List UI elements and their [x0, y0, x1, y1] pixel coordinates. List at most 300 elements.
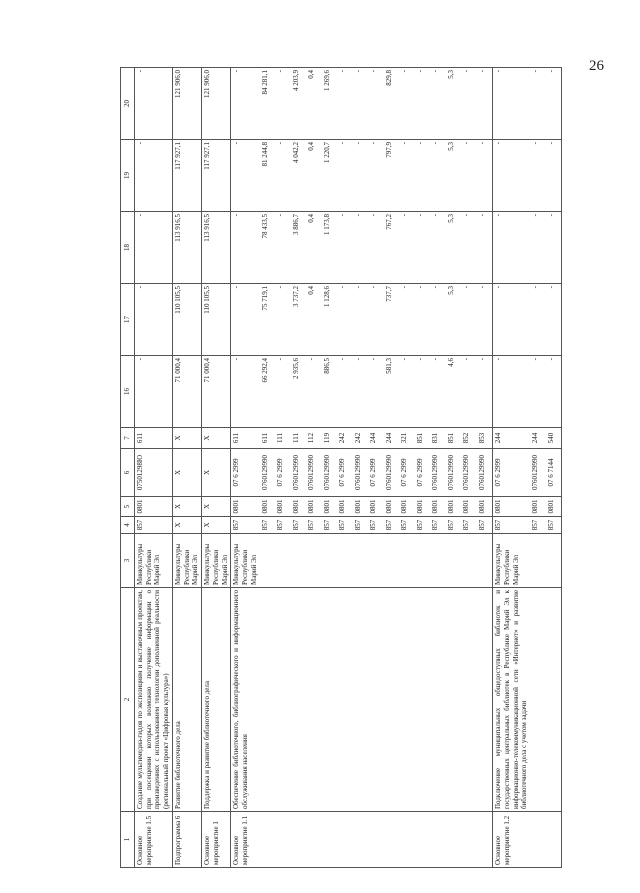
table-cell: 857 [461, 517, 477, 534]
table-row [415, 68, 431, 868]
table-cell: 71 000,4 [202, 356, 231, 428]
table-row [291, 68, 307, 868]
table-cell: 117 927,1 [202, 140, 231, 212]
table-cell [415, 812, 431, 868]
column-header: 20 [121, 68, 135, 140]
table-cell [337, 812, 353, 868]
table-cell: 4 203,9 [291, 68, 307, 140]
table-cell: - [461, 356, 477, 428]
table-cell: - [477, 68, 493, 140]
table-cell: - [493, 140, 531, 212]
table-cell: - [493, 212, 531, 284]
table-cell: 0801 [493, 497, 531, 517]
table-cell [275, 812, 291, 868]
table-cell: 111 [275, 428, 291, 449]
table-cell: 0801 [231, 497, 260, 517]
table-cell [260, 812, 276, 868]
table-cell: Развитие библиотечного дела [172, 588, 201, 812]
table-cell [399, 812, 415, 868]
table-cell: 0,4 [306, 140, 322, 212]
table-cell: 851 [415, 428, 431, 449]
table-cell: 07501298Ю [134, 449, 172, 497]
table-cell: - [461, 212, 477, 284]
table-cell [546, 812, 562, 868]
table-cell: 244 [493, 428, 531, 449]
table-cell: - [530, 68, 546, 140]
table-cell: 244 [368, 428, 384, 449]
table-cell: 0801 [446, 497, 462, 517]
table-cell: 07 6 2999 [493, 449, 531, 497]
table-cell [306, 588, 322, 812]
table-cell [461, 534, 477, 588]
table-cell: 857 [337, 517, 353, 534]
table-cell: 4 042,2 [291, 140, 307, 212]
table-cell: 0801 [306, 497, 322, 517]
table-cell: 0801 [399, 497, 415, 517]
budget-table [120, 67, 562, 868]
table-cell: 07 6 2999 [231, 449, 260, 497]
table-cell: 0760129990 [260, 449, 276, 497]
table-cell: - [275, 356, 291, 428]
table-cell: 0,4 [306, 68, 322, 140]
column-header: 7 [121, 428, 135, 449]
table-cell [384, 534, 400, 588]
column-header: 5 [121, 497, 135, 517]
table-cell: - [134, 140, 172, 212]
table-cell [461, 812, 477, 868]
table-cell [461, 588, 477, 812]
table-cell: 857 [231, 517, 260, 534]
table-cell: 110 105,5 [172, 284, 201, 356]
table-cell: 857 [493, 517, 531, 534]
table-cell: 0760129990 [477, 449, 493, 497]
table-cell [291, 812, 307, 868]
table-cell: 0760129990 [291, 449, 307, 497]
table-cell: Минкультуры Республики Марий Эл [231, 534, 260, 588]
table-cell: - [461, 284, 477, 356]
table-cell: - [546, 284, 562, 356]
table-cell: 857 [322, 517, 338, 534]
table-cell: - [399, 356, 415, 428]
table-cell [337, 588, 353, 812]
table-row [306, 68, 322, 868]
table-body [134, 68, 561, 868]
column-header: 1 [121, 812, 135, 868]
table-cell: 5,3 [446, 140, 462, 212]
table-cell [291, 534, 307, 588]
table-cell: 540 [546, 428, 562, 449]
table-cell: - [477, 284, 493, 356]
table-cell: - [493, 68, 531, 140]
table-cell: 831 [430, 428, 446, 449]
table-cell [337, 534, 353, 588]
table-cell: 857 [530, 517, 546, 534]
table-cell [260, 588, 276, 812]
table-cell [415, 534, 431, 588]
table-cell [430, 588, 446, 812]
table-cell: 4,6 [446, 356, 462, 428]
table-cell: Минкультуры Республики Марий Эл [202, 534, 231, 588]
table-cell: Основное мероприятие 1.2 [493, 812, 531, 868]
table-cell: Основное мероприятие 1.5 [134, 812, 172, 868]
table-row [477, 68, 493, 868]
table-cell: - [530, 140, 546, 212]
table-cell [384, 588, 400, 812]
table-cell: 75 719,1 [260, 284, 276, 356]
table-cell: 0760129990 [384, 449, 400, 497]
table-cell: 611 [260, 428, 276, 449]
table-cell [322, 588, 338, 812]
table-header-row [121, 68, 135, 868]
table-row [530, 68, 546, 868]
table-cell: - [353, 68, 369, 140]
table-cell: 0,4 [306, 284, 322, 356]
table-cell: - [461, 68, 477, 140]
table-cell: - [134, 212, 172, 284]
table-row [231, 68, 260, 868]
column-header: 19 [121, 140, 135, 212]
table-cell: - [430, 356, 446, 428]
table-cell: 0760129990 [322, 449, 338, 497]
table-cell: Х [202, 449, 231, 497]
table-row [337, 68, 353, 868]
table-cell: - [415, 68, 431, 140]
column-header: 4 [121, 517, 135, 534]
table-cell: 581,3 [384, 356, 400, 428]
table-cell: 0801 [260, 497, 276, 517]
table-cell: 242 [353, 428, 369, 449]
table-cell: - [275, 140, 291, 212]
table-cell [430, 812, 446, 868]
table-cell: Х [172, 428, 201, 449]
table-cell: 5,3 [446, 284, 462, 356]
page-number: 26 [589, 58, 604, 74]
table-cell: 78 433,5 [260, 212, 276, 284]
table-cell: 0,4 [306, 212, 322, 284]
table-cell: Основное мероприятие 1.1 [231, 812, 260, 868]
table-cell: Х [172, 517, 201, 534]
table-cell: 857 [275, 517, 291, 534]
table-cell: 07 6 2999 [399, 449, 415, 497]
table-cell: - [134, 68, 172, 140]
table-cell: 857 [446, 517, 462, 534]
table-cell: - [337, 212, 353, 284]
table-cell: - [477, 212, 493, 284]
table-cell: - [353, 284, 369, 356]
table-cell: 5,3 [446, 68, 462, 140]
table-row [202, 68, 231, 868]
table-cell: 851 [446, 428, 462, 449]
table-cell: 1 173,8 [322, 212, 338, 284]
table-cell: 244 [530, 428, 546, 449]
table-cell: - [399, 284, 415, 356]
table-cell: - [231, 140, 260, 212]
table-cell: 857 [260, 517, 276, 534]
table-cell [477, 588, 493, 812]
table-cell: 5,3 [446, 212, 462, 284]
table-cell [353, 812, 369, 868]
table-cell: 07 6 2999 [415, 449, 431, 497]
table-cell: - [368, 68, 384, 140]
table-cell: - [134, 356, 172, 428]
table-row [134, 68, 172, 868]
table-row [493, 68, 531, 868]
table-cell: - [275, 284, 291, 356]
table-cell: 0801 [461, 497, 477, 517]
table-cell: - [275, 212, 291, 284]
table-cell: - [546, 140, 562, 212]
table-cell: 84 281,1 [260, 68, 276, 140]
table-cell: Поддержка и развитие библиотечного дела [202, 588, 231, 812]
table-cell: - [337, 68, 353, 140]
table-cell: 797,9 [384, 140, 400, 212]
table-cell: - [415, 140, 431, 212]
table-cell: - [353, 140, 369, 212]
table-cell [446, 588, 462, 812]
table-cell: - [530, 284, 546, 356]
table-cell [353, 588, 369, 812]
table-cell: 117 927,1 [172, 140, 201, 212]
table-cell [399, 588, 415, 812]
table-cell [260, 534, 276, 588]
table-cell: Х [202, 428, 231, 449]
table-cell: - [134, 284, 172, 356]
table-cell: Создание мультимедиа-гидов по экспозициям и выставочным проектам, при посещении которых возможно получение информации о произведениях с использованием технологии дополненной реальности (региональный проект «Цифровая культура») [134, 588, 172, 812]
table-cell: Подпрограмма 6 [172, 812, 201, 868]
table-cell: - [493, 356, 531, 428]
table-cell: 857 [546, 517, 562, 534]
table-cell: Подключение муниципальных общедоступных библиотек и государственных центральных библиотек в Республике Марий Эл к информационно-телекоммуникационной сети «Интернет» и развитие библиотечного дела с учетом задачи [493, 588, 531, 812]
table-cell [275, 534, 291, 588]
table-cell: - [430, 140, 446, 212]
table-cell [368, 534, 384, 588]
table-cell: 1 220,7 [322, 140, 338, 212]
table-cell: Минкультуры Республики Марий Эл [493, 534, 531, 588]
table-cell [322, 812, 338, 868]
table-row [461, 68, 477, 868]
table-cell: - [430, 212, 446, 284]
table-cell [384, 812, 400, 868]
table-row [546, 68, 562, 868]
table-cell: 0801 [337, 497, 353, 517]
table-cell: 113 916,5 [202, 212, 231, 284]
table-cell: 81 244,8 [260, 140, 276, 212]
column-header: 18 [121, 212, 135, 284]
table-cell: 1 128,6 [322, 284, 338, 356]
table-cell [530, 812, 546, 868]
table-cell [322, 534, 338, 588]
table-cell: - [546, 68, 562, 140]
table-cell: 0801 [353, 497, 369, 517]
table-cell: 321 [399, 428, 415, 449]
table-cell: 1 269,6 [322, 68, 338, 140]
table-cell: 0801 [275, 497, 291, 517]
table-cell: 0801 [134, 497, 172, 517]
table-cell: 611 [231, 428, 260, 449]
table-cell: 857 [306, 517, 322, 534]
table-cell: 2 935,6 [291, 356, 307, 428]
table-cell: - [546, 356, 562, 428]
table-cell: 07 6 7144 [546, 449, 562, 497]
table-cell: - [337, 140, 353, 212]
table-cell: 853 [477, 428, 493, 449]
table-cell: 0801 [530, 497, 546, 517]
table-cell: Х [202, 497, 231, 517]
table-cell: 857 [430, 517, 446, 534]
table-cell: Минкультуры Республики Марий Эл [134, 534, 172, 588]
table-cell: 857 [477, 517, 493, 534]
table-cell: 767,2 [384, 212, 400, 284]
table-cell: 07 6 2999 [368, 449, 384, 497]
column-header: 3 [121, 534, 135, 588]
table-cell: - [275, 68, 291, 140]
table-cell: - [430, 284, 446, 356]
table-cell: - [368, 356, 384, 428]
table-cell: 71 000,4 [172, 356, 201, 428]
table-cell: - [368, 284, 384, 356]
table-cell: 857 [291, 517, 307, 534]
table-cell: 0801 [291, 497, 307, 517]
table-cell: - [368, 212, 384, 284]
table-cell [430, 534, 446, 588]
table-cell: 0801 [477, 497, 493, 517]
table-cell: 0801 [384, 497, 400, 517]
table-cell: - [399, 140, 415, 212]
table-cell: 244 [384, 428, 400, 449]
column-header: 17 [121, 284, 135, 356]
table-cell: 857 [134, 517, 172, 534]
table-cell [353, 534, 369, 588]
table-cell: 857 [368, 517, 384, 534]
table-cell: - [415, 284, 431, 356]
table-row [275, 68, 291, 868]
table-cell: - [231, 356, 260, 428]
table-cell: 121 906,0 [172, 68, 201, 140]
table-row [172, 68, 201, 868]
table-cell: - [415, 212, 431, 284]
table-cell: - [530, 356, 546, 428]
table-cell: - [337, 284, 353, 356]
table-cell [275, 588, 291, 812]
table-cell: - [546, 212, 562, 284]
table-cell: - [231, 68, 260, 140]
table-cell: 0801 [415, 497, 431, 517]
table-cell [306, 812, 322, 868]
table-cell: Минкультуры Республики Марий Эл [172, 534, 201, 588]
table-cell: 0760129990 [461, 449, 477, 497]
table-cell: - [530, 212, 546, 284]
table-cell: - [477, 356, 493, 428]
table-cell: Х [172, 449, 201, 497]
table-row [399, 68, 415, 868]
table-cell: 3 737,2 [291, 284, 307, 356]
table-cell [291, 588, 307, 812]
column-header: 6 [121, 449, 135, 497]
table-cell: 242 [337, 428, 353, 449]
table-row [260, 68, 276, 868]
table-cell: 0801 [368, 497, 384, 517]
table-cell: Обеспечение библиотечного, библиографического и информационного обслуживания населения [231, 588, 260, 812]
table-cell: 0801 [322, 497, 338, 517]
table-cell: - [353, 356, 369, 428]
table-cell: Х [172, 497, 201, 517]
table-cell [368, 812, 384, 868]
table-cell: - [353, 212, 369, 284]
table-cell: 857 [415, 517, 431, 534]
table-cell: 0760129990 [530, 449, 546, 497]
table-cell: - [306, 356, 322, 428]
table-cell: 119 [322, 428, 338, 449]
table-cell [546, 534, 562, 588]
column-header: 2 [121, 588, 135, 812]
table-cell [306, 534, 322, 588]
table-cell [446, 812, 462, 868]
table-cell: - [231, 284, 260, 356]
table-cell: 857 [384, 517, 400, 534]
table-row [368, 68, 384, 868]
table-cell: 829,8 [384, 68, 400, 140]
table-cell: 0760129990 [446, 449, 462, 497]
table-cell: 0760129990 [306, 449, 322, 497]
table-cell: 852 [461, 428, 477, 449]
table-row [322, 68, 338, 868]
table-cell: Основное мероприятие 1 [202, 812, 231, 868]
table-cell: - [415, 356, 431, 428]
table-cell: 112 [306, 428, 322, 449]
table-cell: - [477, 140, 493, 212]
table-cell: 121 906,0 [202, 68, 231, 140]
table-cell [530, 588, 546, 812]
table-cell [415, 588, 431, 812]
table-row [430, 68, 446, 868]
table-cell: - [461, 140, 477, 212]
rotated-table-page [120, 68, 630, 868]
table-cell: - [493, 284, 531, 356]
table-cell: - [430, 68, 446, 140]
table-row [353, 68, 369, 868]
table-cell: 113 916,5 [172, 212, 201, 284]
table-cell [546, 588, 562, 812]
table-cell: 66 292,4 [260, 356, 276, 428]
table-cell: - [337, 356, 353, 428]
table-row [384, 68, 400, 868]
table-row [446, 68, 462, 868]
table-cell: 0801 [430, 497, 446, 517]
table-cell: 886,5 [322, 356, 338, 428]
table-cell: 110 105,5 [202, 284, 231, 356]
table-cell: 0760129990 [430, 449, 446, 497]
table-cell: - [368, 140, 384, 212]
table-cell: 611 [134, 428, 172, 449]
table-cell [399, 534, 415, 588]
table-cell: 3 886,7 [291, 212, 307, 284]
table-cell: - [399, 68, 415, 140]
column-header: 16 [121, 356, 135, 428]
table-cell: - [399, 212, 415, 284]
table-cell: Х [202, 517, 231, 534]
table-cell [477, 812, 493, 868]
table-cell: 737,7 [384, 284, 400, 356]
table-cell [477, 534, 493, 588]
table-cell [446, 534, 462, 588]
table-cell: 857 [399, 517, 415, 534]
table-cell: 0760129990 [353, 449, 369, 497]
table-cell: 07 6 2999 [275, 449, 291, 497]
table-cell: 0801 [546, 497, 562, 517]
table-cell: 857 [353, 517, 369, 534]
table-cell: 111 [291, 428, 307, 449]
table-cell [530, 534, 546, 588]
